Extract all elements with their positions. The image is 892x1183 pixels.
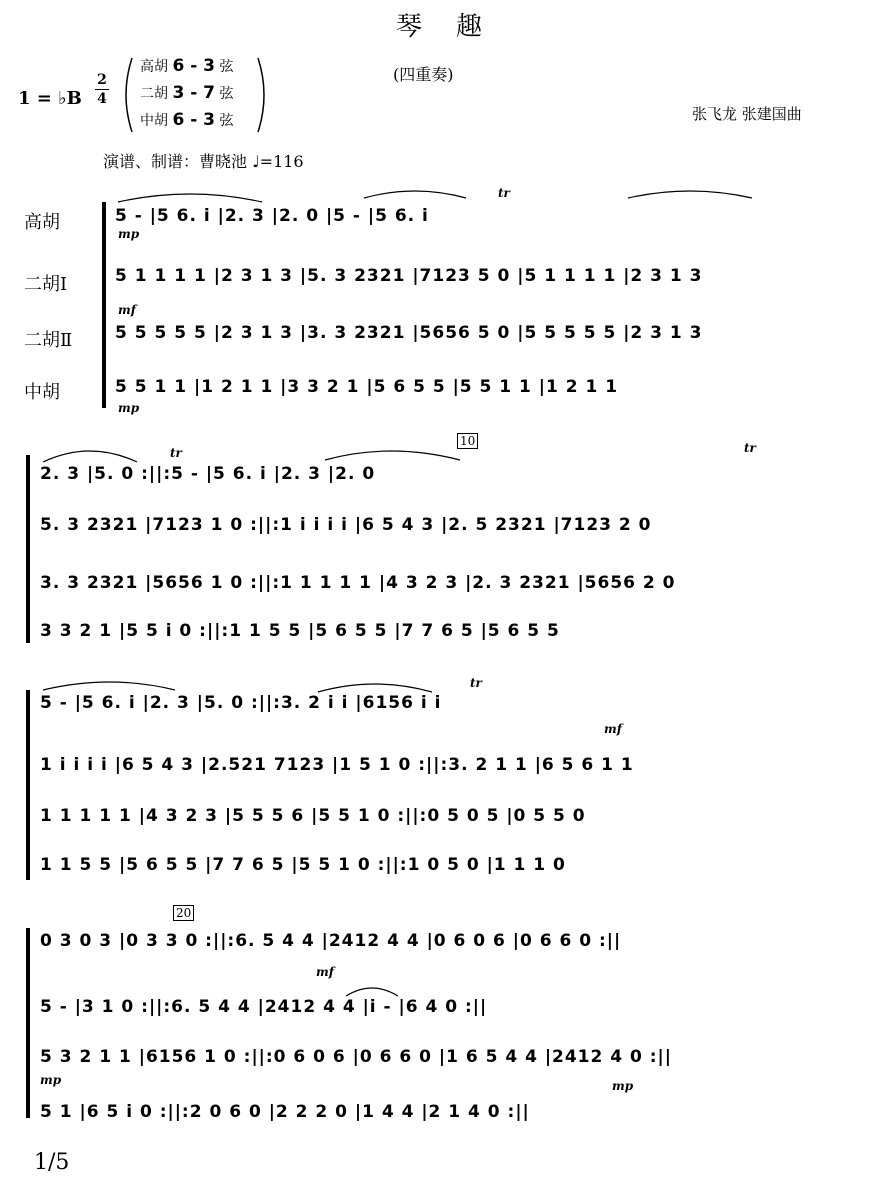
tuning-suffix: 弦 [219,86,234,102]
tuning-notes: 6 - 3 [172,110,216,130]
staff-row-erhu-1: 5 1 1 1 1 |2 3 1 3 |5. 3 2321 |7123 5 0 |5 1 1 1 1 |2 3 1 3 [115,266,703,286]
dynamic-mark: mf [604,722,622,736]
staff-row-erhu-2: 3. 3 2321 |5656 1 0 :||:1 1 1 1 1 |4 3 2 3 |2. 3 2321 |5656 2 0 [40,573,676,593]
trill-mark: tr [170,446,182,460]
staff-row-zhonghu: 1 1 5 5 |5 6 5 5 |7 7 6 5 |5 5 1 0 :||:1 0 5 0 |1 1 1 0 [40,855,566,875]
staff-row-erhu-2: 5 3 2 1 1 |6156 1 0 :||:0 6 0 6 |0 6 6 0 |1 6 5 4 4 |2412 4 0 :|| [40,1047,672,1067]
tempo-value: =116 [259,152,304,171]
staff-row-gaohu: 5 - |5 6. i |2. 3 |5. 0 :||:3. 2 i i |6156 i i [40,693,442,713]
staff-row-gaohu: 2. 3 |5. 0 :||:5 - |5 6. i |2. 3 |2. 0 [40,464,376,484]
dynamic-mark: mp [612,1079,634,1093]
staff-row-erhu-1: 5. 3 2321 |7123 1 0 :||:1 i i i i |6 5 4 3 |2. 5 2321 |7123 2 0 [40,515,652,535]
dynamic-mark: mp [118,227,140,241]
notation-credit: 演谱、制谱：曹晓池 [103,152,248,171]
trill-mark: tr [744,441,756,455]
dynamic-mark: mp [40,1073,62,1087]
dynamic-mark: mp [118,401,140,415]
tuning-instrument: 高胡 [140,59,168,75]
meter-bottom: 4 [97,91,107,107]
dynamic-mark: mf [316,965,334,979]
title-char-2: 趣 [455,12,484,42]
composer-credit: 张飞龙 张建国曲 [692,105,802,123]
title-char-1: 琴 [395,12,424,42]
tuning-suffix: 弦 [219,113,234,129]
rehearsal-mark: 10 [457,433,478,449]
rehearsal-mark: 20 [173,905,194,921]
staff-row-zhonghu: 5 5 1 1 |1 2 1 1 |3 3 2 1 |5 6 5 5 |5 5 1 1 |1 2 1 1 [115,377,619,397]
instrument-label-erhu-2: 二胡Ⅱ [24,330,73,351]
meter-top: 2 [97,72,107,88]
instrument-label-zhonghu: 中胡 [24,382,60,403]
staff-row-erhu-1: 5 - |3 1 0 :||:6. 5 4 4 |2412 4 4 |i - |6 4 0 :|| [40,997,488,1017]
tuning-notes: 6 - 3 [172,56,216,76]
quarter-note-icon: ♩ [252,152,260,171]
staff-row-zhonghu: 5 1 |6 5 i 0 :||:2 0 6 0 |2 2 2 0 |1 4 4 |2 1 4 0 :|| [40,1102,530,1122]
staff-row-gaohu: 5 - |5 6. i |2. 3 |2. 0 |5 - |5 6. i [115,206,429,226]
trill-mark: tr [470,676,482,690]
staff-row-erhu-2: 1 1 1 1 1 |4 3 2 3 |5 5 5 6 |5 5 1 0 :||:0 5 0 5 |0 5 5 0 [40,806,586,826]
tuning-notes: 3 - 7 [172,83,216,103]
dynamic-mark: mf [118,303,136,317]
tuning-instrument: 二胡 [140,86,168,102]
tuning-instrument: 中胡 [140,113,168,129]
page-number: 1/5 [34,1150,70,1175]
score-subtitle: (四重奏) [393,65,454,84]
trill-mark: tr [498,186,510,200]
tuning-suffix: 弦 [219,59,234,75]
key-signature: 1 = ♭B [18,88,82,109]
staff-row-erhu-2: 5 5 5 5 5 |2 3 1 3 |3. 3 2321 |5656 5 0 |5 5 5 5 5 |2 3 1 3 [115,323,703,343]
staff-row-zhonghu: 3 3 2 1 |5 5 i 0 :||:1 1 5 5 |5 6 5 5 |7 7 6 5 |5 6 5 5 [40,621,560,641]
instrument-label-erhu-1: 二胡Ⅰ [24,274,68,295]
staff-row-erhu-1: 1 i i i i |6 5 4 3 |2.521 7123 |1 5 1 0 :||:3. 2 1 1 |6 5 6 1 1 [40,755,634,775]
instrument-label-gaohu: 高胡 [24,212,60,233]
staff-row-gaohu: 0 3 0 3 |0 3 3 0 :||:6. 5 4 4 |2412 4 4 |0 6 0 6 |0 6 6 0 :|| [40,931,622,951]
